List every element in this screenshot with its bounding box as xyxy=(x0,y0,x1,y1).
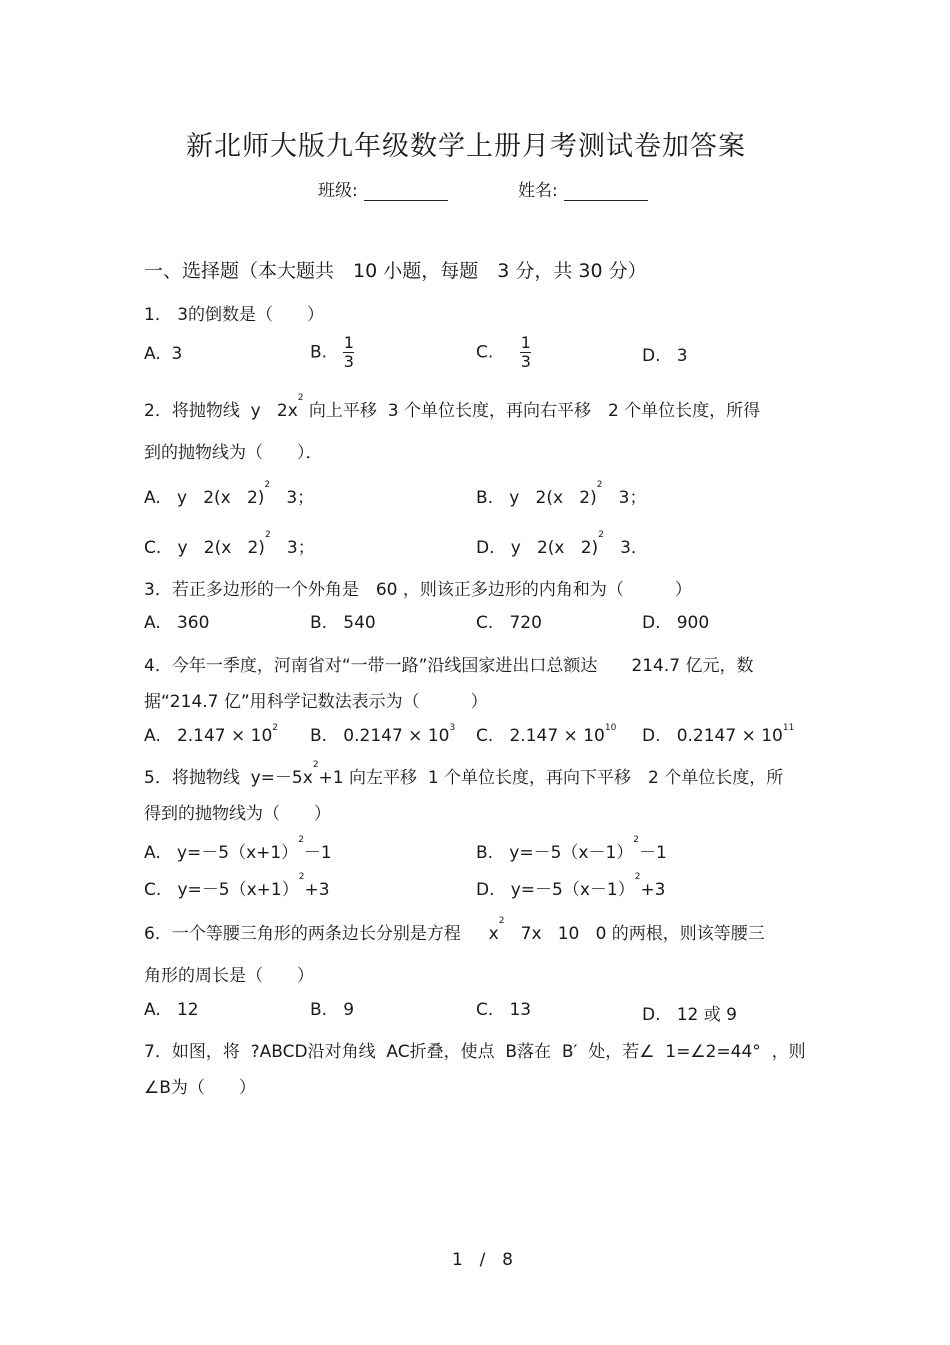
class-field xyxy=(318,176,448,201)
q5-option-a: A. $y=-5(x+1)^2-1$ xyxy=(144,835,332,863)
q5-option-c: C. $y=-5(x+1)^2+3$ xyxy=(144,872,330,900)
q2-stem-line2: 到的抛物线为（ ）． xyxy=(144,443,323,463)
q6-stem-line1: 6．一个等腰三角形的两条边长分别是方程 $x^2$ 7x 10 0 的两根，则该等腰三 xyxy=(144,916,765,944)
q1-option-a: A. 3 xyxy=(144,344,183,364)
q4-stem-line2: 据“214.7 亿”用科学记数法表示为（ ） xyxy=(144,692,488,712)
q3-option-d: D. 900 xyxy=(642,613,710,633)
q2-option-b: B. y 2(x 2)$^2$ 3； xyxy=(476,480,647,508)
q6-option-c: C. 13 xyxy=(476,1000,532,1020)
q4-stem-line1: 4．今年一季度，河南省对“一带一路”沿线国家进出口总额达 214.7 亿元，数 xyxy=(144,656,754,676)
class-label: 班级: xyxy=(318,181,358,201)
q6-option-a: A. 12 xyxy=(144,1000,199,1020)
q1-option-d: D. 3 xyxy=(642,346,688,366)
q6-stem-line2: 角形的周长是（ ） xyxy=(144,966,314,986)
name-label: 姓名: xyxy=(518,181,558,201)
page-number: 1 / 8 xyxy=(452,1250,515,1270)
q1-stem: 1． 3的倒数是（ ） xyxy=(144,305,325,325)
class-blank xyxy=(364,182,448,201)
q7-stem-line2: ∠B为（ ） xyxy=(144,1078,256,1098)
q2-option-a: A. y 2(x 2)$^2$ 3； xyxy=(144,480,315,508)
q5-option-b: B. $y=-5(x-1)^2-1$ xyxy=(476,835,667,863)
q2-stem-line1: 2．将抛物线 y $2x^2$ 向上平移 3 个单位长度，再向右平移 2 个单位长度，所得 xyxy=(144,393,761,421)
q5-stem-line2: 得到的抛物线为（ ） xyxy=(144,804,331,824)
q1-b-fraction: $\frac{1}{3}$ xyxy=(343,333,354,371)
q3-option-a: A. 360 xyxy=(144,613,210,633)
name-field xyxy=(518,176,648,201)
q5-option-d: D. $y=-5(x-1)^2+3$ xyxy=(476,872,666,900)
q7-stem-line1: 7．如图，将 ?ABCD沿对角线 AC折叠，使点 B落在 B′ 处，若∠ 1=∠2=44° ，则 xyxy=(144,1042,806,1062)
q6-option-d: D. 12 或 9 xyxy=(642,1005,737,1025)
q4-option-b: B. $0.2147 \times 10^3$ xyxy=(310,723,456,746)
q1-c-fraction: $\frac{1}{3}$ xyxy=(520,333,531,371)
q6-option-b: B. 9 xyxy=(310,1000,355,1020)
q2-option-c: C. y 2(x 2)$^2$ 3； xyxy=(144,530,315,558)
q1-option-c: C. $\frac{1}{3}$ xyxy=(476,333,531,371)
q4-option-c: C. $2.147 \times 10^{10}$ xyxy=(476,723,617,746)
q4-option-d: D. $0.2147 \times 10^{11}$ xyxy=(642,723,795,746)
name-blank xyxy=(564,182,648,201)
q3-stem: 3．若正多边形的一个外角是 60 ，则该正多边形的内角和为（ ） xyxy=(144,580,692,600)
q3-option-c: C. 720 xyxy=(476,613,542,633)
q2-option-d: D. y 2(x 2)$^2$ 3． xyxy=(476,530,648,558)
q5-stem-line1: 5．将抛物线 $y=-5x^2+1$ 向左平移 1 个单位长度，再向下平移 2 个单位长度，所 xyxy=(144,760,784,788)
q1-option-b: B. $\frac{1}{3}$ xyxy=(310,333,354,371)
q3-option-b: B. 540 xyxy=(310,613,376,633)
q4-option-a: A. $2.147 \times 10^2$ xyxy=(144,723,279,746)
section-heading: 一、选择题（本大题共 10 小题，每题 3 分，共 30 分） xyxy=(144,260,647,282)
page-title: 新北师大版九年级数学上册月考测试卷加答案 xyxy=(186,131,746,162)
